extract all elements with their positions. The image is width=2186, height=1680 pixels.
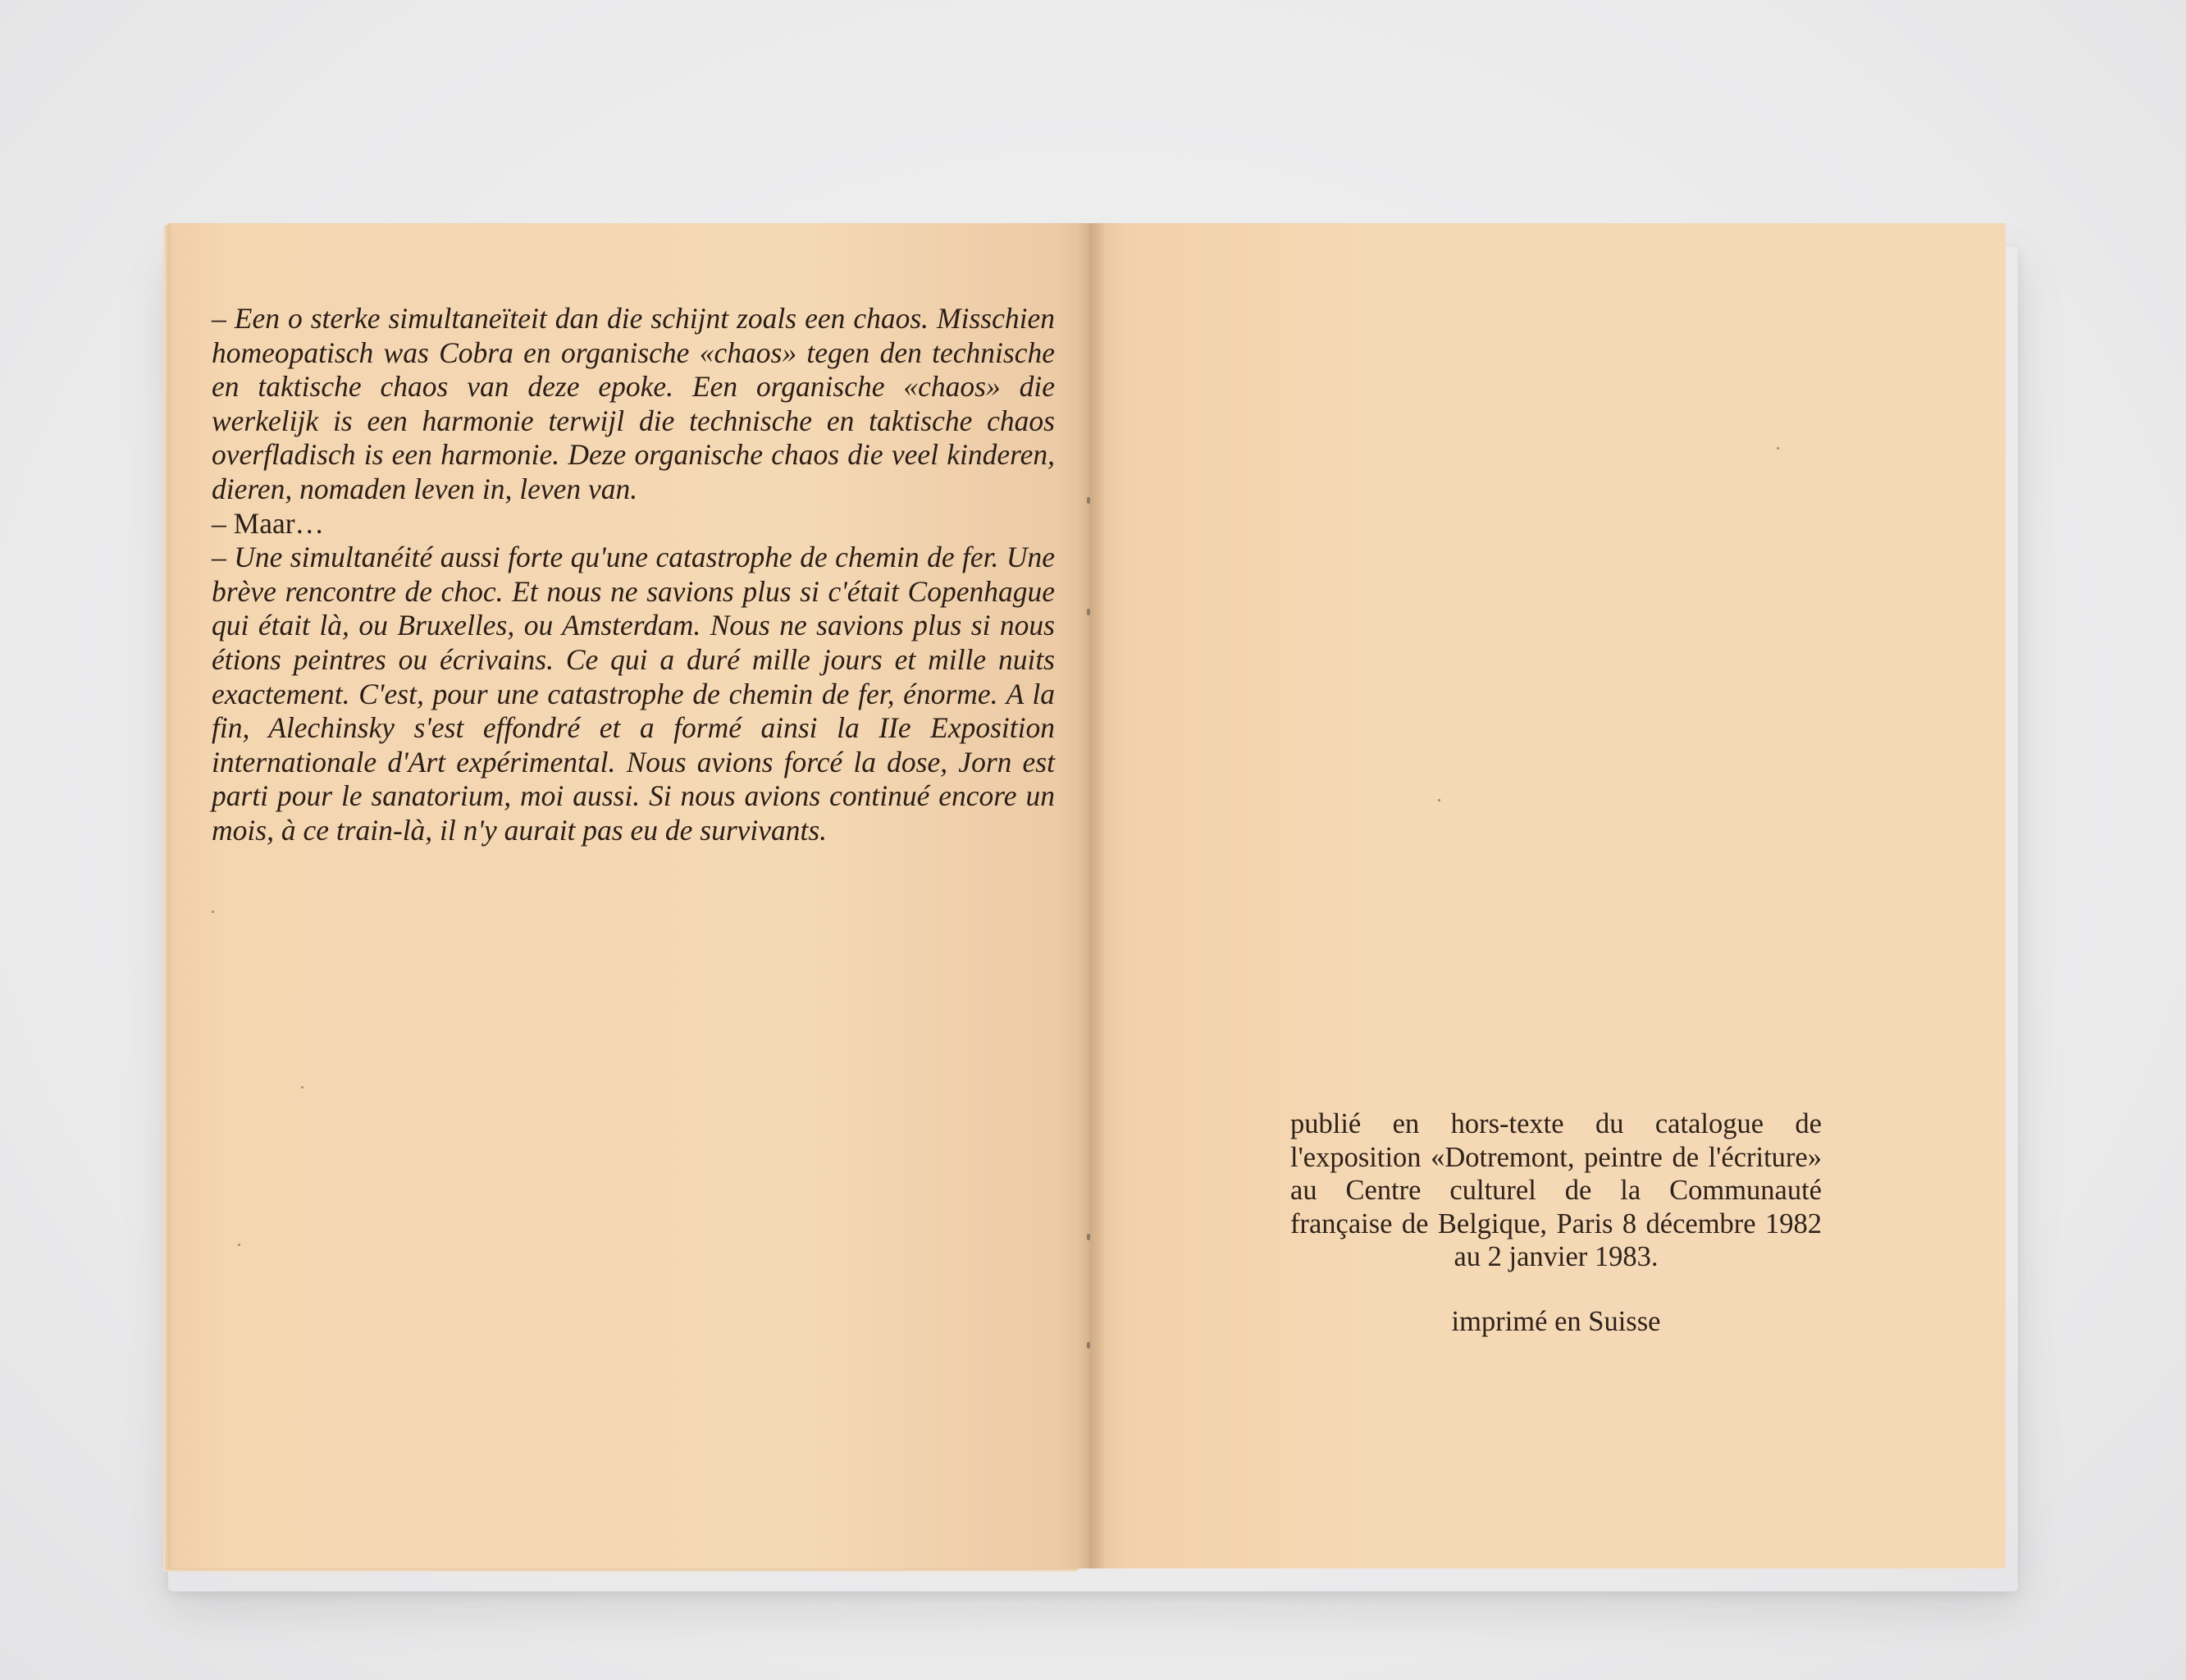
paragraph-dutch: – Een o sterke simultaneïteit dan die schijnt zoals een chaos. Misschien homeopatisch was Cobra en organische «chaos» tegen den technische en taktische chaos van deze epoke. Een organische «chaos» die werkelijk is een harmonie terwijl die technische en taktische chaos overfladisch is een harmonie. Deze organische chaos die veel kinderen, dieren, nomaden leven in, leven van. [212, 302, 1055, 505]
colophon-text: publié en hors-texte du catalogue de l'exposition «Dotremont, peintre de l'écriture» au Centre culturel de la Communauté française de Belgique, Paris 8 décembre 1982 au 2 janvier 1983. [1290, 1108, 1822, 1273]
binding-staple-upper [1087, 609, 1090, 615]
paper-speck [1777, 447, 1779, 450]
left-page-body-text [212, 302, 1055, 848]
booklet-gutter [1075, 223, 1104, 1568]
right-page [1099, 223, 2006, 1568]
paper-speck [238, 1244, 240, 1246]
paragraph-french: – Une simultanéité aussi forte qu'une catastrophe de chemin de fer. Une brève rencontre de choc. Et nous ne savions plus si c'était Copenhague qui était là, ou Bruxelles, ou Amsterdam. Nous ne savions plus si nous étions peintres ou écrivains. Ce qui a duré mille jours et mille nuits exactement. C'est, pour une catastrophe de chemin de fer, énorme. A la fin, Alechinsky s'est effondré et a formé ainsi la IIe Exposition internationale d'Art expérimental. Nous avions forcé la dose, Jorn est parti pour le sanatorium, moi aussi. Si nous avions continué encore un mois, à ce train-là, il n'y aurait pas eu de survivants. [212, 541, 1055, 847]
paper-speck [212, 911, 214, 913]
paragraph-maar: – Maar… [212, 506, 325, 540]
binding-staple-bottom [1087, 1342, 1090, 1349]
binding-staple-top [1087, 497, 1090, 504]
binding-staple-lower [1087, 1234, 1090, 1240]
colophon-block [1290, 1107, 1822, 1339]
printed-in-text: imprimé en Suisse [1451, 1305, 1661, 1337]
paper-speck [301, 1086, 303, 1089]
paper-speck [1438, 799, 1440, 801]
